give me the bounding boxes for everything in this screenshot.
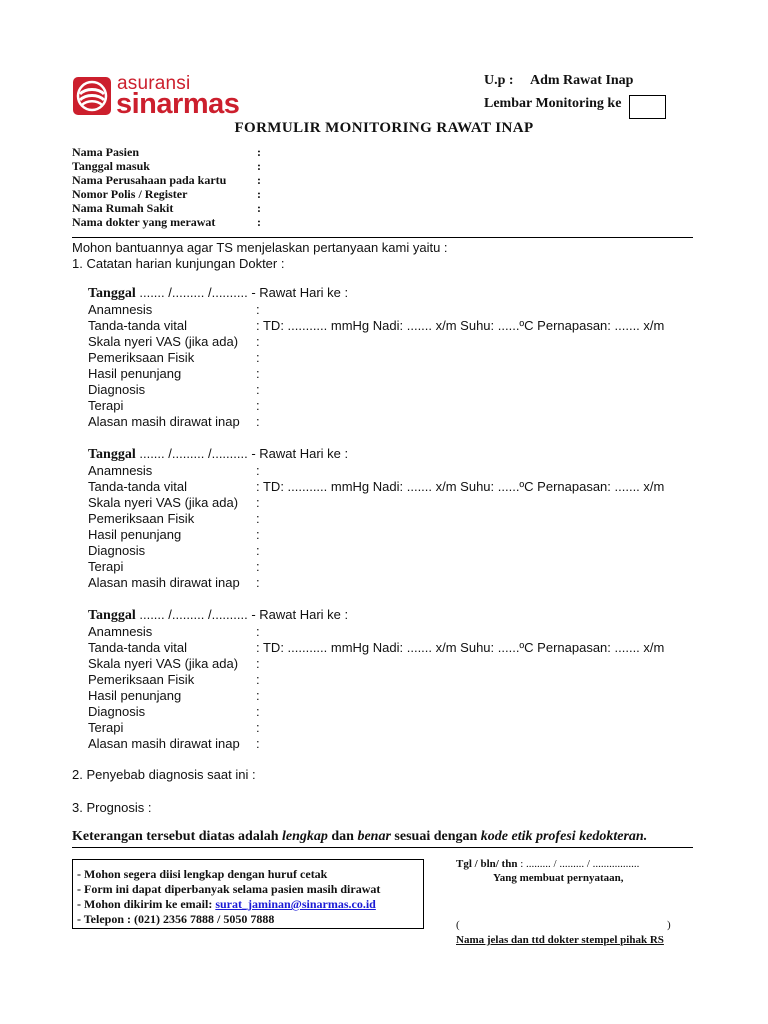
label-alasan-dirawat: Alasan masih dirawat inap bbox=[88, 575, 240, 590]
brand-name: sinarmas bbox=[116, 88, 240, 120]
colon: : bbox=[256, 302, 260, 317]
question-3: 3. Prognosis : bbox=[72, 800, 152, 815]
visit-tanggal bbox=[88, 607, 348, 624]
statement-text: dan bbox=[327, 829, 358, 844]
colon: : bbox=[256, 334, 260, 349]
label-terapi: Terapi bbox=[88, 398, 124, 413]
tanggal-label: Tanggal bbox=[88, 447, 136, 462]
label-skala-nyeri: Skala nyeri VAS (jika ada) bbox=[88, 656, 239, 671]
colon: : bbox=[256, 704, 260, 719]
colon: : bbox=[256, 656, 260, 671]
colon: : bbox=[256, 414, 260, 429]
question-2: 2. Penyebab diagnosis saat ini : bbox=[72, 767, 256, 782]
statement-emphasis: lengkap bbox=[282, 829, 328, 844]
field-tanggal-masuk: Tanggal masuk bbox=[72, 159, 150, 173]
note-line: - Form ini dapat diperbanyak selama pasien masih dirawat bbox=[77, 882, 381, 896]
label-diagnosis: Diagnosis bbox=[88, 543, 146, 558]
brand-small: asuransi bbox=[117, 73, 191, 94]
field-colon: : bbox=[257, 215, 261, 229]
label-terapi: Terapi bbox=[88, 720, 124, 735]
field-colon: : bbox=[257, 173, 261, 187]
field-colon: : bbox=[257, 187, 261, 201]
label-diagnosis: Diagnosis bbox=[88, 382, 146, 397]
email-link[interactable]: surat_jaminan@sinarmas.co.id bbox=[215, 897, 376, 911]
label-pemeriksaan-fisik: Pemeriksaan Fisik bbox=[88, 672, 195, 687]
date-dots: : ......... / ......... / ................. bbox=[520, 858, 640, 870]
tanggal-label: Tanggal bbox=[88, 608, 136, 623]
lembar-monitoring-field[interactable] bbox=[629, 95, 666, 119]
vitals-line: : TD: ........... mmHg Nadi: ....... x/m Suhu: ......ºC Pernapasan: ....... x/m bbox=[256, 479, 665, 494]
vitals-line: : TD: ........... mmHg Nadi: ....... x/m Suhu: ......ºC Pernapasan: ....... x/m bbox=[256, 318, 665, 333]
tanggal-line: ....... /......... /.......... - Rawat Hari ke : bbox=[139, 446, 349, 461]
statement-emphasis: kode etik profesi kedokteran. bbox=[480, 829, 648, 844]
label-anamnesis: Anamnesis bbox=[88, 624, 153, 639]
up-label: U.p : bbox=[484, 73, 514, 88]
colon: : bbox=[256, 495, 260, 510]
field-colon: : bbox=[257, 145, 261, 159]
colon: : bbox=[256, 720, 260, 735]
colon: : bbox=[256, 527, 260, 542]
label-anamnesis: Anamnesis bbox=[88, 302, 153, 317]
colon: : bbox=[256, 559, 260, 574]
visit-tanggal bbox=[88, 446, 348, 463]
field-nama-pasien: Nama Pasien bbox=[72, 145, 139, 159]
statement bbox=[72, 829, 647, 845]
statement-emphasis: benar bbox=[357, 829, 391, 844]
tanggal-line: ....... /......... /.......... - Rawat Hari ke : bbox=[139, 285, 349, 300]
maker-label: Yang membuat pernyataan, bbox=[493, 872, 624, 884]
visit-tanggal bbox=[88, 285, 348, 302]
colon: : bbox=[256, 382, 260, 397]
field-nama-dokter: Nama dokter yang merawat bbox=[72, 215, 216, 229]
colon: : bbox=[256, 575, 260, 590]
label-tanda-vital: Tanda-tanda vital bbox=[88, 479, 188, 494]
label-alasan-dirawat: Alasan masih dirawat inap bbox=[88, 736, 240, 751]
colon: : bbox=[256, 463, 260, 478]
open-paren: ( bbox=[456, 919, 460, 931]
close-paren: ) bbox=[667, 919, 671, 931]
field-colon: : bbox=[257, 201, 261, 215]
form-title: FORMULIR MONITORING RAWAT INAP bbox=[234, 120, 534, 136]
colon: : bbox=[256, 624, 260, 639]
label-diagnosis: Diagnosis bbox=[88, 704, 146, 719]
sinarmas-logo-icon bbox=[72, 76, 112, 116]
colon: : bbox=[256, 672, 260, 687]
field-nama-perusahaan: Nama Perusahaan pada kartu bbox=[72, 173, 227, 187]
label-anamnesis: Anamnesis bbox=[88, 463, 153, 478]
label-skala-nyeri: Skala nyeri VAS (jika ada) bbox=[88, 495, 239, 510]
colon: : bbox=[256, 366, 260, 381]
label-hasil-penunjang: Hasil penunjang bbox=[88, 527, 182, 542]
statement-text: sesuai dengan bbox=[390, 829, 481, 844]
lembar-monitoring-label: Lembar Monitoring ke bbox=[484, 96, 622, 111]
divider bbox=[72, 237, 693, 238]
colon: : bbox=[256, 543, 260, 558]
label-pemeriksaan-fisik: Pemeriksaan Fisik bbox=[88, 511, 195, 526]
field-nama-rumah-sakit: Nama Rumah Sakit bbox=[72, 201, 174, 215]
statement-text: Keterangan tersebut diatas adalah bbox=[72, 829, 282, 844]
label-tanda-vital: Tanda-tanda vital bbox=[88, 640, 188, 655]
label-tanda-vital: Tanda-tanda vital bbox=[88, 318, 188, 333]
label-alasan-dirawat: Alasan masih dirawat inap bbox=[88, 414, 240, 429]
note-text: - Mohon dikirim ke email: bbox=[77, 897, 216, 911]
up-value: Adm Rawat Inap bbox=[530, 73, 634, 88]
notes-box bbox=[72, 859, 424, 929]
label-terapi: Terapi bbox=[88, 559, 124, 574]
colon: : bbox=[256, 736, 260, 751]
colon: : bbox=[256, 511, 260, 526]
question-1: 1. Catatan harian kunjungan Dokter : bbox=[72, 256, 285, 271]
label-hasil-penunjang: Hasil penunjang bbox=[88, 688, 182, 703]
label-hasil-penunjang: Hasil penunjang bbox=[88, 366, 182, 381]
colon: : bbox=[256, 350, 260, 365]
tanggal-label: Tanggal bbox=[88, 286, 136, 301]
note-line: - Telepon : (021) 2356 7888 / 5050 7888 bbox=[77, 912, 275, 926]
intro-text: Mohon bantuannya agar TS menjelaskan pertanyaan kami yaitu : bbox=[72, 240, 448, 255]
signature-caption: Nama jelas dan ttd dokter stempel pihak RS bbox=[456, 934, 664, 946]
note-line bbox=[77, 897, 423, 912]
date-line bbox=[456, 858, 639, 870]
label-skala-nyeri: Skala nyeri VAS (jika ada) bbox=[88, 334, 239, 349]
divider bbox=[72, 847, 693, 848]
date-label: Tgl / bln/ thn bbox=[456, 858, 518, 870]
note-line: - Mohon segera diisi lengkap dengan huruf cetak bbox=[77, 867, 328, 881]
field-nomor-polis: Nomor Polis / Register bbox=[72, 187, 188, 201]
colon: : bbox=[256, 398, 260, 413]
vitals-line: : TD: ........... mmHg Nadi: ....... x/m Suhu: ......ºC Pernapasan: ....... x/m bbox=[256, 640, 665, 655]
field-colon: : bbox=[257, 159, 261, 173]
tanggal-line: ....... /......... /.......... - Rawat Hari ke : bbox=[139, 607, 349, 622]
label-pemeriksaan-fisik: Pemeriksaan Fisik bbox=[88, 350, 195, 365]
colon: : bbox=[256, 688, 260, 703]
